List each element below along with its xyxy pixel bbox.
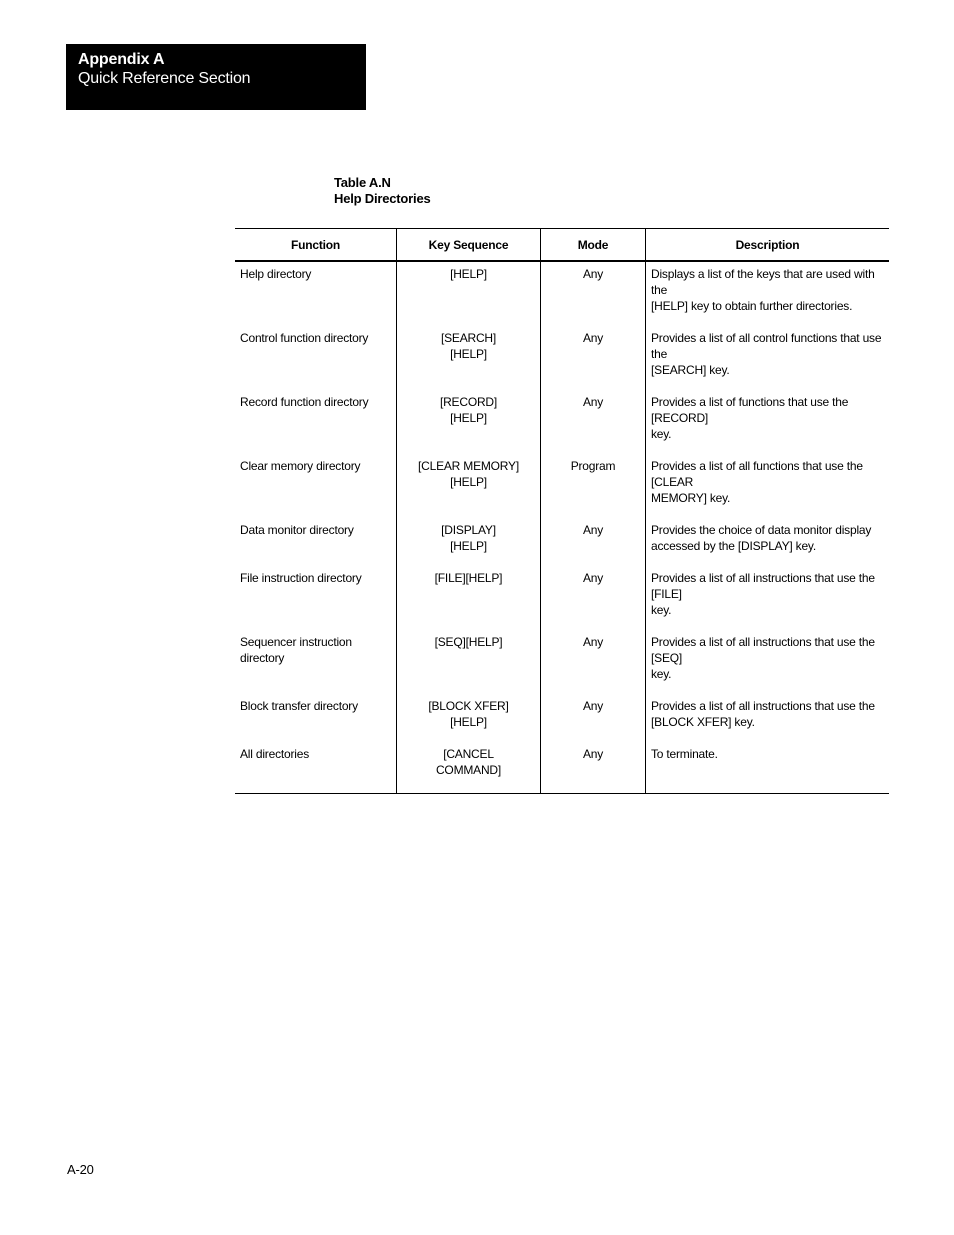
column-header-key-sequence: Key Sequence (397, 229, 541, 262)
description-cell-line: Provides a list of all instructions that use the (651, 699, 875, 713)
table-caption (334, 175, 431, 207)
function-cell (235, 567, 397, 631)
table-body (235, 261, 889, 794)
column-header-description: Description (646, 229, 890, 262)
key-sequence-cell-line: [HELP] (450, 347, 487, 361)
description-cell (646, 567, 890, 631)
table-row (235, 631, 889, 695)
description-cell (646, 261, 890, 327)
page-number: A-20 (67, 1162, 94, 1177)
function-cell (235, 519, 397, 567)
function-cell-line: Clear memory directory (240, 459, 361, 473)
table-row (235, 391, 889, 455)
mode-cell: Program (541, 455, 646, 519)
function-cell (235, 631, 397, 695)
column-header-function: Function (235, 229, 397, 262)
key-sequence-cell-line: [HELP] (450, 411, 487, 425)
function-cell (235, 391, 397, 455)
table-row (235, 455, 889, 519)
key-sequence-cell-line: [DISPLAY] (441, 523, 496, 537)
function-cell-line: directory (240, 651, 285, 665)
appendix-title: Appendix A (78, 51, 165, 68)
description-cell-line: Displays a list of the keys that are used with the (651, 267, 875, 297)
mode-cell: Any (541, 631, 646, 695)
function-cell (235, 743, 397, 794)
description-cell (646, 743, 890, 794)
description-cell-line: Provides a list of functions that use the [RECORD] (651, 395, 849, 425)
function-cell-line: All directories (240, 747, 310, 761)
table-row (235, 567, 889, 631)
mode-cell: Any (541, 567, 646, 631)
mode-cell: Any (541, 519, 646, 567)
table-row (235, 743, 889, 794)
table-row (235, 261, 889, 327)
mode-cell: Any (541, 391, 646, 455)
table-row (235, 519, 889, 567)
description-cell (646, 519, 890, 567)
function-cell-line: Data monitor directory (240, 523, 354, 537)
key-sequence-cell-line: [CLEAR MEMORY] (418, 459, 519, 473)
function-cell-line: Record function directory (240, 395, 369, 409)
column-header-mode: Mode (541, 229, 646, 262)
key-sequence-cell (397, 327, 541, 391)
description-cell (646, 391, 890, 455)
function-cell (235, 327, 397, 391)
description-cell-line: MEMORY] key. (651, 491, 731, 505)
description-cell (646, 327, 890, 391)
description-cell (646, 695, 890, 743)
key-sequence-cell (397, 567, 541, 631)
table-title: Help Directories (334, 191, 431, 206)
help-directories-table (235, 228, 889, 794)
function-cell-line: Help directory (240, 267, 312, 281)
description-cell (646, 631, 890, 695)
mode-cell: Any (541, 743, 646, 794)
function-cell (235, 261, 397, 327)
table-row (235, 327, 889, 391)
description-cell (646, 455, 890, 519)
function-cell-line: Control function directory (240, 331, 369, 345)
key-sequence-cell-line: [HELP] (450, 267, 487, 281)
description-cell-line: key. (651, 667, 672, 681)
description-cell-line: [SEARCH] key. (651, 363, 730, 377)
description-cell-line: accessed by the [DISPLAY] key. (651, 539, 816, 553)
key-sequence-cell-line: [SEARCH] (440, 331, 497, 345)
key-sequence-cell-line: [SEQ][HELP] (434, 635, 503, 649)
function-cell (235, 455, 397, 519)
key-sequence-cell (397, 743, 541, 794)
description-cell-line: Provides a list of all functions that use the [CLEAR (651, 459, 863, 489)
description-cell-line: key. (651, 427, 672, 441)
mode-cell: Any (541, 695, 646, 743)
table-number: Table A.N (334, 175, 391, 190)
description-cell-line: Provides the choice of data monitor display (651, 523, 872, 537)
mode-cell: Any (541, 327, 646, 391)
key-sequence-cell-line: COMMAND] (435, 763, 502, 777)
function-cell-line: Block transfer directory (240, 699, 358, 713)
key-sequence-cell-line: [FILE][HELP] (434, 571, 503, 585)
description-cell-line: Provides a list of all control functions that use the (651, 331, 882, 361)
description-cell-line: [BLOCK XFER] key. (651, 715, 755, 729)
description-cell-line: To terminate. (651, 747, 718, 761)
function-cell-line: File instruction directory (240, 571, 362, 585)
mode-cell: Any (541, 261, 646, 327)
key-sequence-cell-line: [HELP] (450, 539, 487, 553)
key-sequence-cell (397, 261, 541, 327)
description-cell-line: key. (651, 603, 672, 617)
description-cell-line: Provides a list of all instructions that use the [FILE] (651, 571, 875, 601)
description-cell-line: Provides a list of all instructions that use the [SEQ] (651, 635, 875, 665)
key-sequence-cell-line: [BLOCK XFER] (428, 699, 509, 713)
table-row (235, 695, 889, 743)
key-sequence-cell (397, 695, 541, 743)
section-title: Quick Reference Section (78, 70, 251, 87)
table-header-row (235, 229, 889, 262)
key-sequence-cell (397, 631, 541, 695)
appendix-header (66, 44, 366, 110)
key-sequence-cell-line: [HELP] (450, 715, 487, 729)
function-cell-line: Sequencer instruction (240, 635, 352, 649)
key-sequence-cell (397, 391, 541, 455)
key-sequence-cell-line: [HELP] (450, 475, 487, 489)
key-sequence-cell-line: [CANCEL (443, 747, 494, 761)
key-sequence-cell (397, 455, 541, 519)
function-cell (235, 695, 397, 743)
key-sequence-cell (397, 519, 541, 567)
description-cell-line: [HELP] key to obtain further directories. (651, 299, 853, 313)
key-sequence-cell-line: [RECORD] (439, 395, 498, 409)
